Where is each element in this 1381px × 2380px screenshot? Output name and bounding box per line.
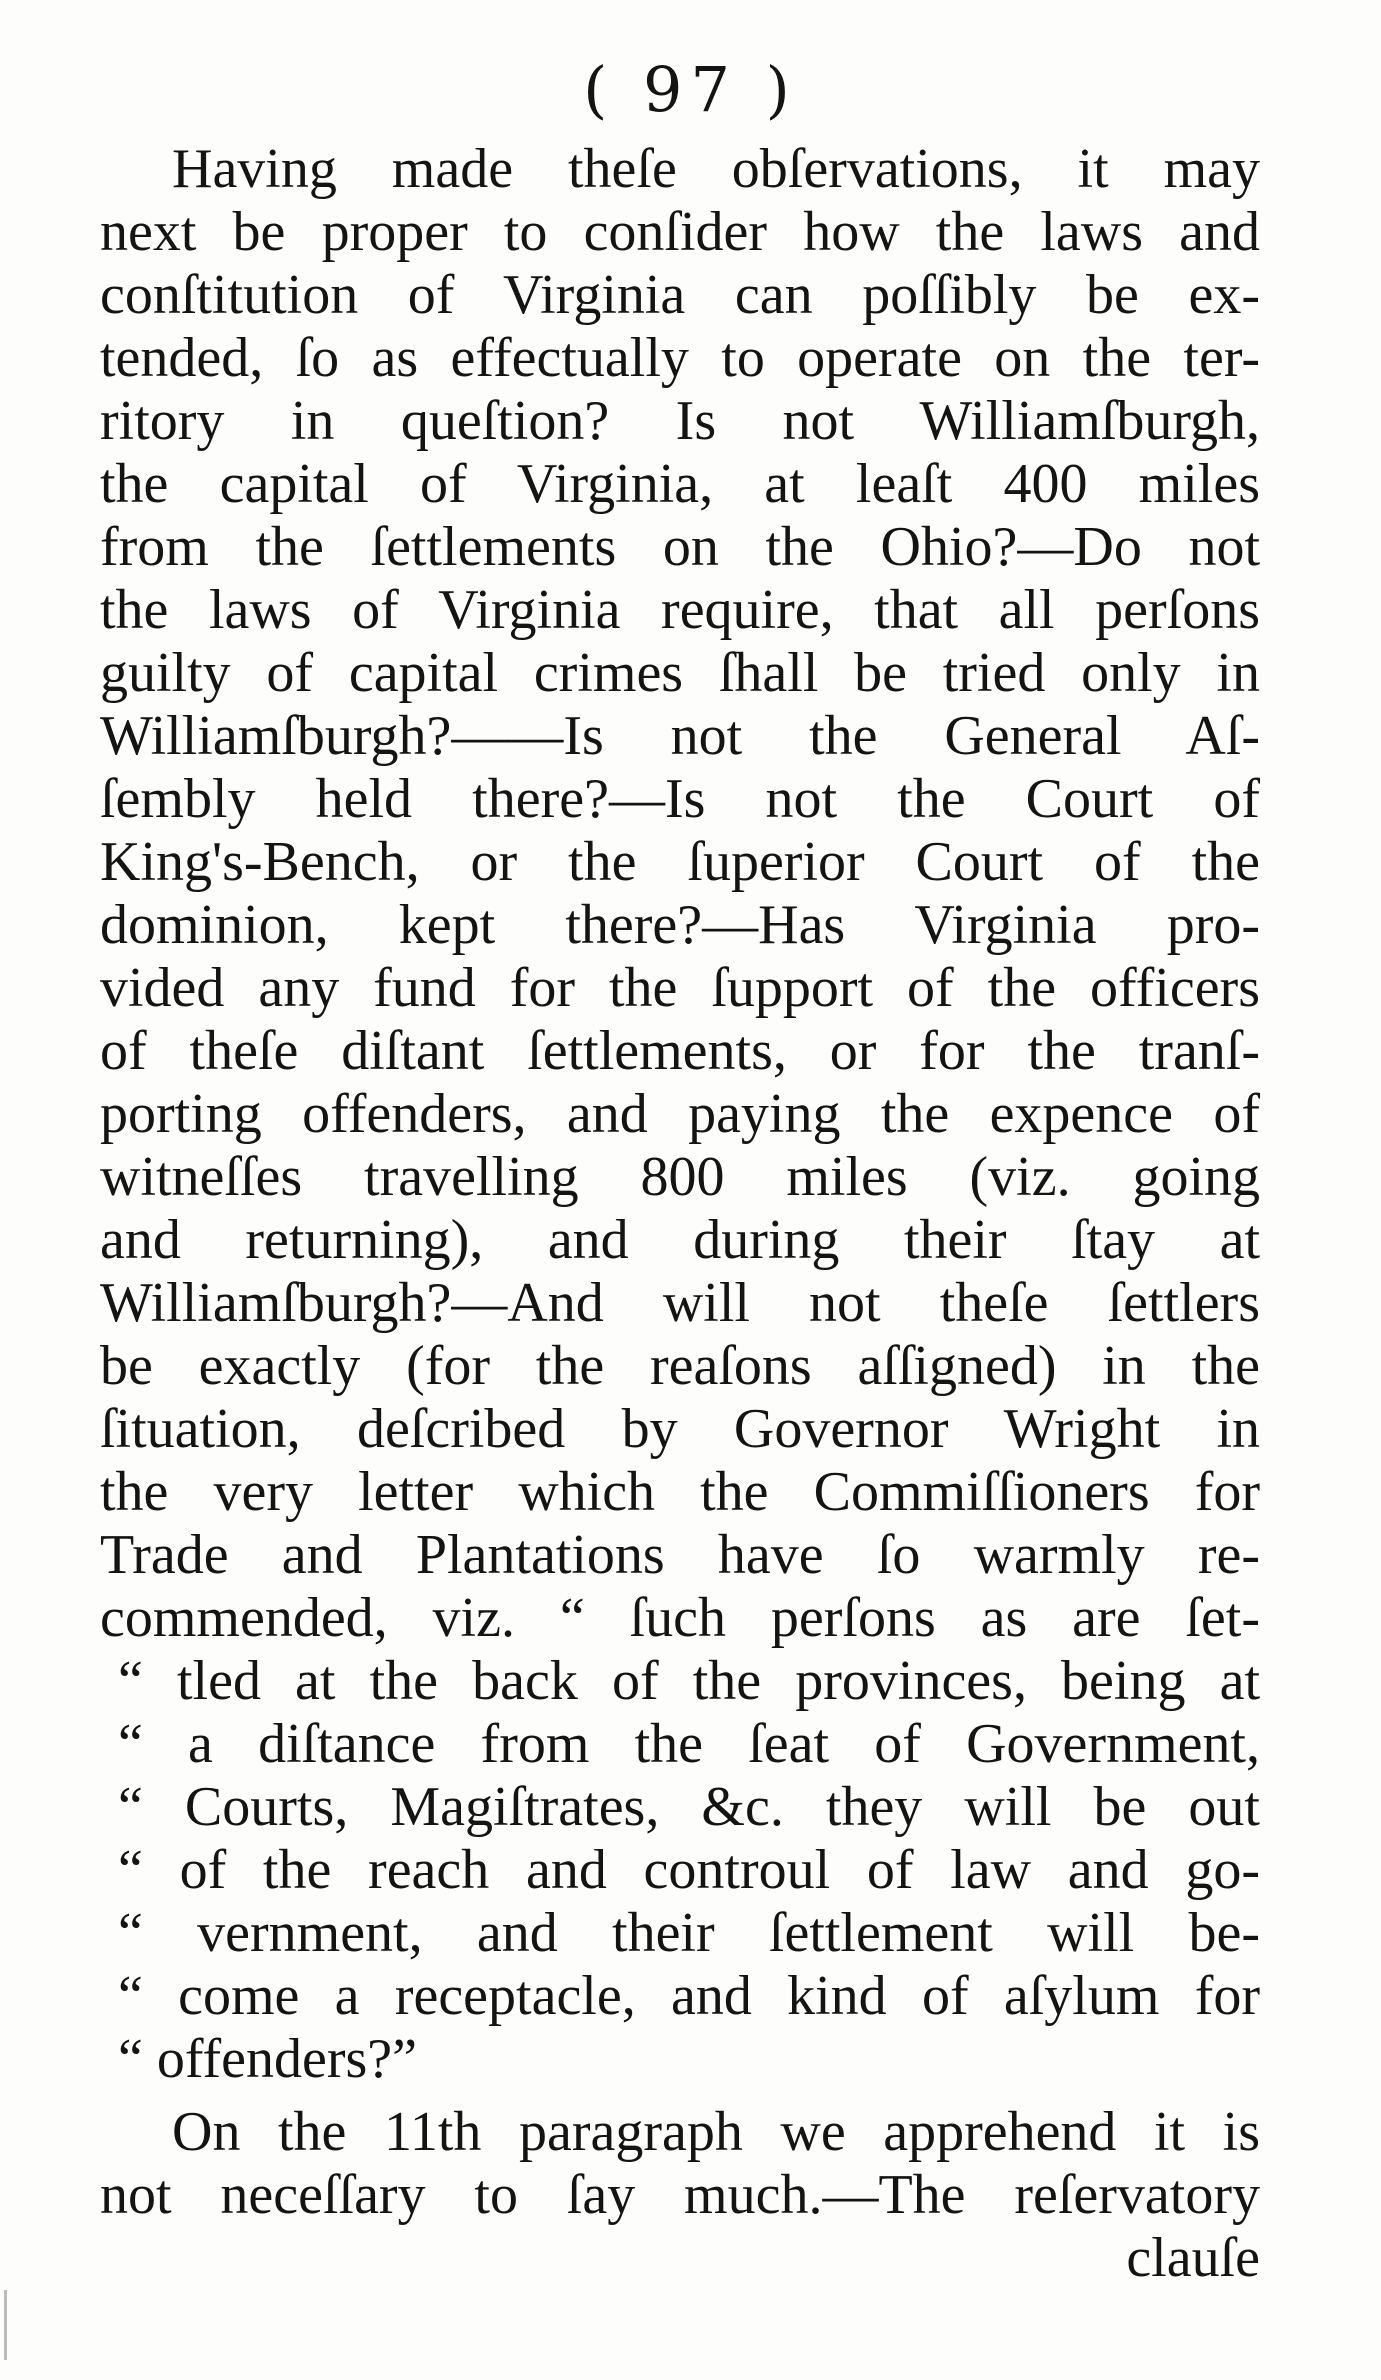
text-line: the laws of Virginia require, that all perſons — [100, 579, 1260, 641]
catchword: clauſe — [1126, 2227, 1260, 2289]
text-line: vided any fund for the ſupport of the officers — [100, 957, 1260, 1019]
page-number: ( 97 ) — [583, 53, 798, 126]
text-line: ſituation, deſcribed by Governor Wright in — [100, 1398, 1260, 1460]
text-line: not neceſſary to ſay much.—The reſervatory — [100, 2164, 1260, 2226]
quote-line: “ Courts, Magiſtrates, &c. they will be out — [118, 1776, 1260, 1838]
text-line: guilty of capital crimes ſhall be tried only in — [100, 642, 1260, 704]
quote-line: “ a diſtance from the ſeat of Government, — [118, 1713, 1260, 1775]
quote-line: “ vernment, and their ſettlement will be- — [118, 1902, 1260, 1964]
text-line: King's-Bench, or the ſuperior Court of the — [100, 831, 1260, 893]
text-line: commended, viz. “ ſuch perſons as are ſet- — [100, 1587, 1260, 1649]
body-text — [100, 138, 1260, 2290]
text-line: witneſſes travelling 800 miles (viz. going — [100, 1146, 1260, 1208]
text-line: Having made theſe obſervations, it may — [172, 138, 1260, 200]
text-line: dominion, kept there?—Has Virginia pro- — [100, 894, 1260, 956]
text-line: the capital of Virginia, at leaſt 400 miles — [100, 453, 1260, 515]
text-line: On the 11th paragraph we apprehend it is — [172, 2101, 1260, 2163]
text-line: of theſe diſtant ſettlements, or for the tranſ- — [100, 1020, 1260, 1082]
text-line: ſembly held there?—Is not the Court of — [100, 768, 1260, 830]
text-line: Trade and Plantations have ſo warmly re- — [100, 1524, 1260, 1586]
binding-edge-mark — [4, 2290, 7, 2360]
text-line: next be proper to conſider how the laws and — [100, 201, 1260, 263]
quote-line: “ come a receptacle, and kind of aſylum for — [118, 1965, 1260, 2027]
text-line: Williamſburgh?——Is not the General Aſ- — [100, 705, 1260, 767]
text-line: conſtitution of Virginia can poſſibly be ex- — [100, 264, 1260, 326]
quote-line: “ offenders?” — [118, 2028, 418, 2090]
quote-line: “ tled at the back of the provinces, being at — [118, 1650, 1260, 1712]
text-line: Williamſburgh?—And will not theſe ſettlers — [100, 1272, 1260, 1334]
text-line: and returning), and during their ſtay at — [100, 1209, 1260, 1271]
text-line: the very letter which the Commiſſioners for — [100, 1461, 1260, 1523]
text-line: porting offenders, and paying the expence of — [100, 1083, 1260, 1145]
text-line: be exactly (for the reaſons aſſigned) in the — [100, 1335, 1260, 1397]
quote-line: “ of the reach and controul of law and go- — [118, 1839, 1260, 1901]
text-line: tended, ſo as effectually to operate on the ter- — [100, 327, 1260, 389]
text-line: ritory in queſtion? Is not Williamſburgh, — [100, 390, 1260, 452]
text-line: from the ſettlements on the Ohio?—Do not — [100, 516, 1260, 578]
